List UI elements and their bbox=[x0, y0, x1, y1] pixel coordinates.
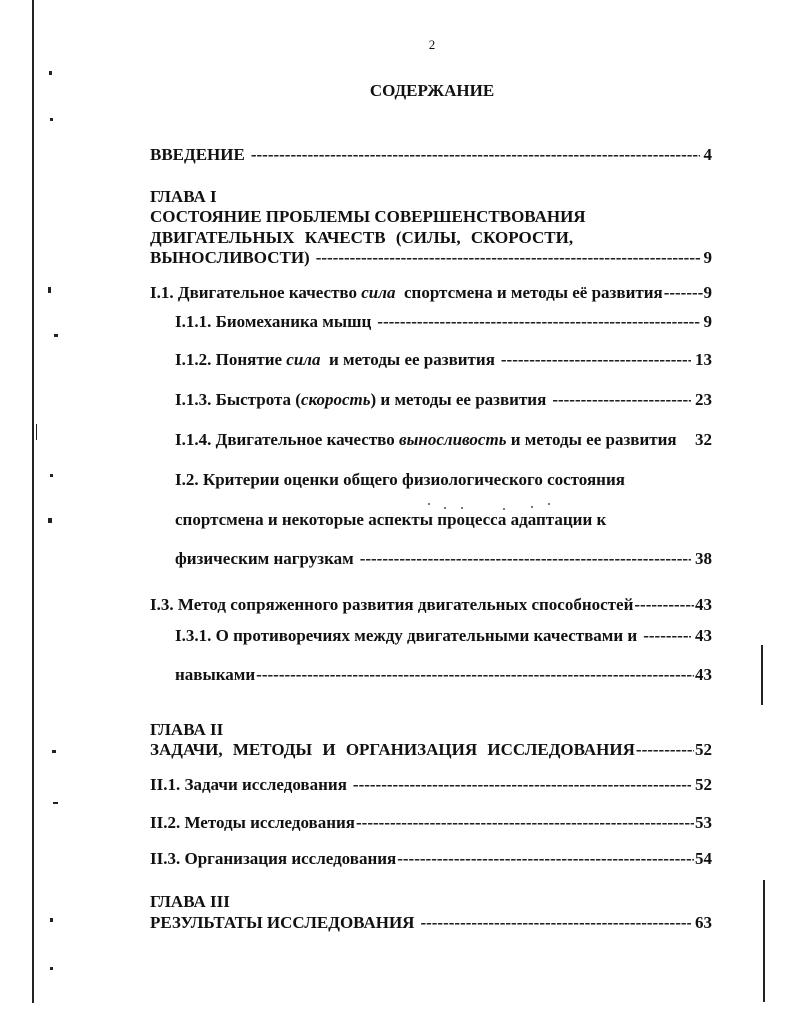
toc-entry-section bbox=[150, 283, 712, 303]
entry-page-ref: 52 bbox=[695, 740, 712, 759]
toc-entry-section bbox=[150, 849, 712, 869]
dot-leader bbox=[501, 350, 691, 370]
scan-speck bbox=[53, 802, 58, 804]
scan-edge-line bbox=[761, 645, 763, 705]
entry-text: ДВИГАТЕЛЬНЫХ КАЧЕСТВ (СИЛЫ, СКОРОСТИ, bbox=[150, 228, 574, 247]
scan-speck bbox=[49, 71, 52, 75]
toc-entry-subsection bbox=[175, 312, 712, 332]
entry-page-ref: 43 bbox=[695, 595, 712, 614]
entry-text-part: О противоречиях между двигательными качествами и bbox=[215, 626, 638, 645]
dot-leader bbox=[552, 390, 691, 410]
dot-leader bbox=[316, 248, 700, 268]
scan-speck bbox=[48, 518, 52, 523]
entry-emphasis: сила bbox=[361, 283, 396, 302]
entry-page-ref: 9 bbox=[703, 312, 712, 331]
dot-leader bbox=[420, 913, 691, 933]
entry-emphasis: скорость bbox=[300, 390, 371, 409]
entry-text-part: Двигательное качество bbox=[177, 283, 357, 302]
scan-speck bbox=[48, 287, 51, 293]
entry-emphasis: выносливость bbox=[399, 430, 507, 449]
entry-text: СОСТОЯНИЕ ПРОБЛЕМЫ СОВЕРШЕНСТВОВАНИЯ bbox=[150, 207, 586, 226]
dot-leader bbox=[634, 595, 694, 615]
toc-entry-section bbox=[150, 775, 712, 795]
entry-page-ref: 32 bbox=[695, 430, 712, 449]
entry-page-ref: 43 bbox=[695, 665, 712, 684]
section-number: I.3. bbox=[150, 595, 174, 614]
toc-entry-subsection bbox=[175, 430, 712, 450]
entry-text: ЗАДАЧИ, МЕТОДЫ И ОРГАНИЗАЦИЯ ИССЛЕДОВАНИЯ bbox=[150, 740, 635, 759]
entry-text-part: Понятие bbox=[215, 350, 283, 369]
scan-edge-line bbox=[32, 0, 34, 1003]
entry-text-part: Методы исследования bbox=[184, 813, 355, 832]
chapter-label bbox=[150, 720, 712, 740]
scan-speck bbox=[548, 503, 550, 505]
entry-text-part: Быстрота ( bbox=[215, 390, 301, 409]
section-number: I.1.1. bbox=[175, 312, 212, 331]
toc-entry-section bbox=[150, 813, 712, 833]
toc-entry-section bbox=[175, 549, 712, 569]
section-number: I.2. bbox=[175, 470, 199, 489]
section-number: I.3.1. bbox=[175, 626, 212, 645]
scan-speck bbox=[50, 474, 53, 477]
section-number: I.1.2. bbox=[175, 350, 212, 369]
entry-text-part: Биомеханика мышц bbox=[215, 312, 372, 331]
entry-page-ref: 54 bbox=[695, 849, 712, 868]
entry-text-part: Двигательное качество bbox=[215, 430, 395, 449]
toc-entry-subsection bbox=[175, 350, 712, 370]
entry-text bbox=[150, 595, 633, 615]
chapter-label bbox=[150, 187, 712, 207]
toc-entry-subsection bbox=[175, 665, 712, 685]
section-number: II.3. bbox=[150, 849, 181, 868]
scan-edge-line bbox=[36, 424, 37, 440]
entry-text-part: и методы ее развития bbox=[329, 350, 495, 369]
entry-text-part: ) и методы ее развития bbox=[370, 390, 547, 409]
dot-leader bbox=[251, 145, 700, 165]
dot-leader bbox=[377, 312, 699, 332]
entry-text bbox=[150, 849, 396, 869]
entry-text bbox=[150, 283, 663, 303]
entry-text bbox=[150, 775, 347, 795]
entry-text: ГЛАВА II bbox=[150, 720, 224, 739]
toc-entry-chapter-2 bbox=[150, 740, 712, 760]
scan-speck bbox=[444, 507, 446, 509]
toc-entry-introduction bbox=[150, 145, 712, 165]
scan-speck bbox=[54, 334, 58, 337]
dot-leader bbox=[636, 740, 694, 760]
entry-page-ref: 38 bbox=[695, 549, 712, 568]
entry-text: ГЛАВА I bbox=[150, 187, 217, 206]
section-number: I.1.4. bbox=[175, 430, 212, 449]
toc-entry-section-line bbox=[175, 510, 712, 530]
entry-page-ref: 4 bbox=[703, 145, 712, 164]
entry-text: физическим нагрузкам bbox=[175, 549, 354, 568]
entry-text-part: Задачи исследования bbox=[184, 775, 347, 794]
entry-text bbox=[175, 626, 637, 646]
chapter-title-line bbox=[150, 228, 712, 248]
entry-text bbox=[175, 470, 625, 490]
scan-speck bbox=[50, 967, 53, 970]
entry-text: навыками bbox=[175, 665, 256, 684]
entry-text bbox=[175, 312, 371, 332]
toc-entry-chapter-3 bbox=[150, 913, 712, 933]
entry-page-ref: 63 bbox=[695, 913, 712, 932]
toc-entry-section bbox=[150, 595, 712, 615]
entry-text: ВВЕДЕНИЕ bbox=[150, 145, 245, 164]
scan-speck bbox=[428, 503, 430, 505]
dot-leader bbox=[360, 549, 691, 569]
entry-page-ref: 13 bbox=[695, 350, 712, 369]
section-number: II.2. bbox=[150, 813, 181, 832]
dot-leader bbox=[356, 813, 694, 833]
entry-text bbox=[175, 390, 546, 410]
section-number: I.1.3. bbox=[175, 390, 212, 409]
entry-text: спортсмена и некоторые аспекты процесса адаптации к bbox=[175, 510, 607, 529]
entry-text-part: спортсмена и методы её развития bbox=[403, 283, 663, 302]
section-number: II.1. bbox=[150, 775, 181, 794]
entry-text-part: Метод сопряженного развития двигательных способностей bbox=[177, 595, 634, 614]
dot-leader bbox=[256, 665, 694, 685]
entry-page-ref: 53 bbox=[695, 813, 712, 832]
dot-leader bbox=[664, 283, 703, 303]
entry-text: ВЫНОСЛИВОСТИ) bbox=[150, 248, 310, 267]
entry-text bbox=[150, 813, 355, 833]
entry-page-ref: 43 bbox=[695, 626, 712, 645]
dot-leader bbox=[643, 626, 691, 646]
entry-text: РЕЗУЛЬТАТЫ ИССЛЕДОВАНИЯ bbox=[150, 913, 415, 932]
scan-edge-line bbox=[763, 880, 765, 1002]
dot-leader bbox=[353, 775, 691, 795]
scan-speck bbox=[52, 750, 56, 753]
entry-page-ref: 9 bbox=[703, 248, 712, 267]
entry-text-part: Критерии оценки общего физиологического состояния bbox=[202, 470, 625, 489]
scan-speck bbox=[461, 507, 463, 509]
entry-page-ref: 52 bbox=[695, 775, 712, 794]
page-title: СОДЕРЖАНИЕ bbox=[369, 81, 495, 100]
entry-emphasis: сила bbox=[286, 350, 321, 369]
dot-leader bbox=[397, 849, 694, 869]
entry-text bbox=[175, 350, 495, 370]
entry-text-part: и методы ее развития bbox=[510, 430, 677, 449]
toc-entry-section-line bbox=[175, 470, 712, 490]
scan-speck bbox=[531, 506, 533, 508]
scan-speck bbox=[50, 118, 53, 121]
entry-page-ref: 9 bbox=[703, 283, 712, 302]
entry-text-part: Организация исследования bbox=[184, 849, 397, 868]
scan-speck bbox=[50, 918, 53, 922]
toc-entry-chapter-1 bbox=[150, 248, 712, 268]
entry-text: ГЛАВА III bbox=[150, 892, 230, 911]
entry-text bbox=[175, 430, 677, 450]
entry-page-ref: 23 bbox=[695, 390, 712, 409]
page-number: 2 bbox=[428, 37, 436, 52]
chapter-title-line bbox=[150, 207, 712, 227]
toc-entry-subsection bbox=[175, 626, 712, 646]
chapter-label bbox=[150, 892, 712, 912]
toc-entry-subsection bbox=[175, 390, 712, 410]
section-number: I.1. bbox=[150, 283, 174, 302]
